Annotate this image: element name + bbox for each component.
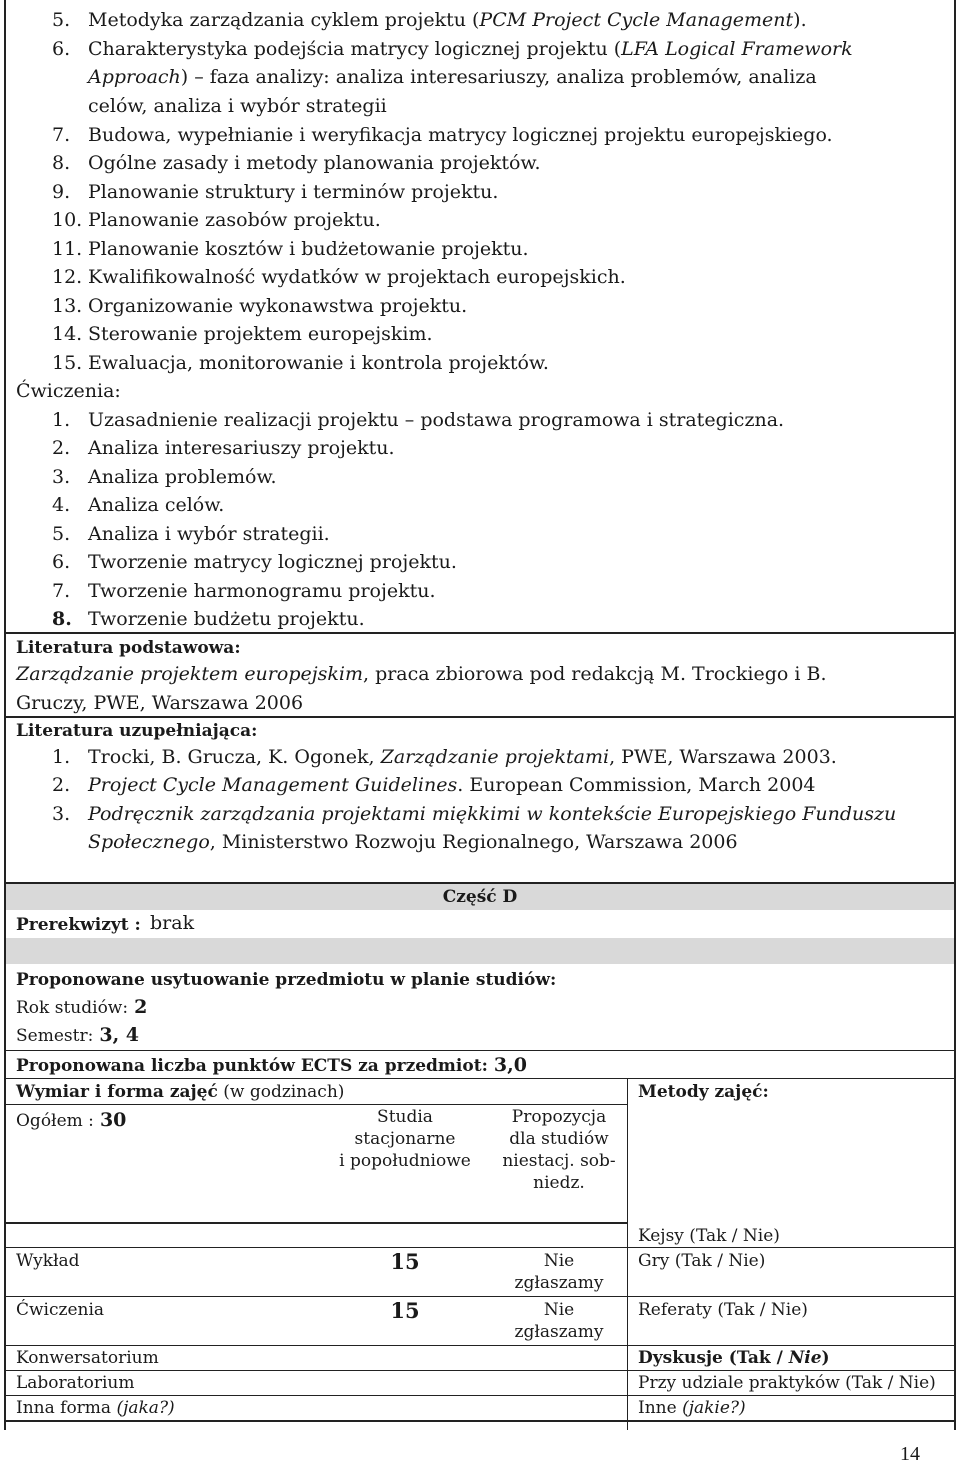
list-item-text: Ogólne zasady i metody planowania projektów. [88, 152, 541, 174]
row-extramural [490, 1250, 628, 1294]
list-item-text: Tworzenie harmonogramu projektu. [88, 580, 436, 602]
list-item-number: 2. [52, 774, 71, 796]
cell-line: zgłaszamy [514, 1273, 604, 1293]
form-heading [16, 1081, 344, 1103]
list-item-text: Budowa, wypełnianie i weryfikacja matrycy logicznej projektu europejskiego. [88, 124, 833, 146]
section-divider [4, 1078, 956, 1079]
row-label: Konwersatorium [16, 1348, 159, 1368]
cell-line: Nie [543, 1300, 575, 1320]
list-item-text: Planowanie struktury i terminów projektu. [88, 181, 499, 203]
table-row-line [4, 1370, 954, 1371]
row-label: Wykład [16, 1251, 80, 1271]
book-details: , praca zbiorowa pod redakcją M. Trockiego i B. [362, 663, 827, 685]
row-label: Inna forma (jaka?) [16, 1398, 175, 1418]
table-row-line [4, 1296, 954, 1297]
list-item-number: 5. [52, 523, 71, 545]
list-item-text: celów, analiza i wybór strategii [88, 95, 387, 117]
list-item-text [88, 830, 738, 854]
method-item: Gry (Tak / Nie) [638, 1251, 766, 1271]
part-d-heading: Część D [442, 887, 518, 907]
list-item-text [88, 745, 837, 769]
year-row [16, 995, 147, 1019]
method-item: Dyskusje (Tak / Nie) [638, 1348, 830, 1368]
exercises-heading: Ćwiczenia: [16, 380, 121, 402]
cell-line: zgłaszamy [514, 1322, 604, 1342]
list-item-text: Tworzenie budżetu projektu. [88, 608, 365, 630]
list-item-number: 15. [52, 352, 83, 374]
book-title: Podręcznik zarządzania projektami miękkimi w kontekście Europejskiego Funduszu [88, 803, 897, 825]
total-value: 30 [99, 1109, 127, 1131]
col-stationary-header [330, 1106, 480, 1172]
list-item-number: 7. [52, 580, 71, 602]
authors: Trocki, B. Grucza, K. Ogonek, [88, 746, 381, 768]
list-item-text: Uzasadnienie realizacji projektu – podstawa programowa i strategiczna. [88, 409, 785, 431]
list-item-text: Charakterystyka podejścia matrycy logicznej projektu (LFA Logical Framework [88, 38, 853, 60]
book-details: , PWE, Warszawa 2003. [609, 746, 837, 768]
list-item-number: 6. [52, 38, 71, 60]
list-item-text: Approach) – faza analizy: analiza interesariuszy, analiza problemów, analiza [88, 66, 817, 88]
method-item: Inne (jakie?) [638, 1398, 746, 1418]
methods-heading: Metody zajęć: [638, 1082, 769, 1102]
ects-label: Proponowana liczba punktów ECTS za przedmiot: [16, 1056, 488, 1076]
list-item-number: 4. [52, 494, 71, 516]
list-item-number: 13. [52, 295, 83, 317]
list-item-number: 1. [52, 409, 71, 431]
literature-basic-line1 [16, 662, 826, 686]
section-divider [4, 716, 956, 718]
year-label: Rok studiów: [16, 998, 129, 1018]
literature-extra-heading: Literatura uzupełniająca: [16, 721, 258, 741]
section-divider [4, 1050, 956, 1051]
header-line: niestacj. sob- [502, 1151, 616, 1171]
row-extramural [490, 1299, 628, 1343]
book-title: Zarządzanie projektami [380, 746, 610, 768]
form-heading-rest: (w godzinach) [223, 1082, 345, 1102]
literature-basic-heading: Literatura podstawowa: [16, 638, 241, 658]
list-item-text: Ewaluacja, monitorowanie i kontrola projektów. [88, 352, 549, 374]
ects-row [16, 1053, 527, 1077]
semester-label: Semestr: [16, 1026, 94, 1046]
list-item-text: Tworzenie matrycy logicznej projektu. [88, 551, 457, 573]
list-item-text: Analiza problemów. [88, 466, 277, 488]
list-item-text: Analiza i wybór strategii. [88, 523, 330, 545]
list-item-text: Planowanie kosztów i budżetowanie projektu. [88, 238, 529, 260]
book-title: Społecznego [88, 831, 210, 853]
semester-value: 3, 4 [99, 1024, 140, 1046]
year-value: 2 [134, 996, 148, 1018]
list-item-text: Organizowanie wykonawstwa projektu. [88, 295, 468, 317]
list-item-number: 8. [52, 608, 72, 630]
table-bottom-line [4, 1420, 956, 1422]
list-item-number: 2. [52, 437, 71, 459]
header-line: niedz. [533, 1173, 585, 1193]
header-line: i popołudniowe [339, 1151, 471, 1171]
table-row-line [4, 1222, 627, 1224]
book-title: Project Cycle Management Guidelines [88, 774, 458, 796]
section-divider [4, 632, 956, 634]
list-item-text: Sterowanie projektem europejskim. [88, 323, 433, 345]
book-title: Zarządzanie projektem europejskim [16, 663, 363, 685]
list-item-number: 5. [52, 9, 71, 31]
method-item: Kejsy (Tak / Nie) [638, 1226, 780, 1246]
list-item-number: 12. [52, 266, 83, 288]
list-item-text: Analiza interesariuszy projektu. [88, 437, 395, 459]
method-item: Referaty (Tak / Nie) [638, 1300, 808, 1320]
prereq-label: Prerekwizyt : [16, 915, 141, 935]
form-heading-bold: Wymiar i forma zajęć [16, 1082, 218, 1102]
header-line: stacjonarne [354, 1129, 456, 1149]
list-item-text [88, 773, 816, 797]
list-item-number: 11. [52, 238, 83, 260]
placement-heading: Proponowane usytuowanie przedmiotu w planie studiów: [16, 970, 557, 990]
row-hours: 15 [390, 1249, 420, 1274]
table-row-line [4, 1395, 954, 1396]
book-details: , Ministerstwo Rozwoju Regionalnego, Warszawa 2006 [209, 831, 738, 853]
literature-basic-line2: Gruczy, PWE, Warszawa 2006 [16, 692, 304, 714]
list-item-number: 3. [52, 803, 71, 825]
book-details: . European Commission, March 2004 [457, 774, 816, 796]
header-line: dla studiów [509, 1129, 609, 1149]
method-item: Przy udziale praktyków (Tak / Nie) [638, 1373, 936, 1393]
frame-left-border [4, 0, 6, 1430]
total-row [16, 1108, 126, 1132]
col-extramural-header [490, 1106, 628, 1194]
list-item-text: Analiza celów. [88, 494, 225, 516]
list-item-number: 6. [52, 551, 71, 573]
list-item-number: 1. [52, 746, 71, 768]
list-item-number: 14. [52, 323, 83, 345]
prereq-value: brak [150, 912, 195, 934]
list-item-number: 8. [52, 152, 71, 174]
list-item-text: Planowanie zasobów projektu. [88, 209, 381, 231]
row-hours: 15 [390, 1298, 420, 1323]
grey-band [6, 938, 954, 964]
list-item-number: 10. [52, 209, 83, 231]
total-label: Ogółem : [16, 1111, 94, 1131]
header-line: Studia [377, 1107, 433, 1127]
semester-row [16, 1023, 139, 1047]
header-line: Propozycja [511, 1107, 607, 1127]
page-number: 14 [900, 1443, 920, 1465]
ects-value: 3,0 [493, 1054, 527, 1076]
list-item-number: 7. [52, 124, 71, 146]
table-row-line [4, 1345, 954, 1346]
list-item-number: 3. [52, 466, 71, 488]
list-item-number: 9. [52, 181, 71, 203]
table-row-line [4, 1104, 627, 1105]
row-label: Ćwiczenia [16, 1300, 105, 1320]
row-label: Laboratorium [16, 1373, 135, 1393]
list-item-text: Kwalifikowalność wydatków w projektach europejskich. [88, 266, 626, 288]
table-row-line [4, 1247, 954, 1248]
list-item-text: Metodyka zarządzania cyklem projektu (PCM Project Cycle Management). [88, 9, 807, 31]
cell-line: Nie [543, 1251, 575, 1271]
frame-right-border [954, 0, 956, 1430]
